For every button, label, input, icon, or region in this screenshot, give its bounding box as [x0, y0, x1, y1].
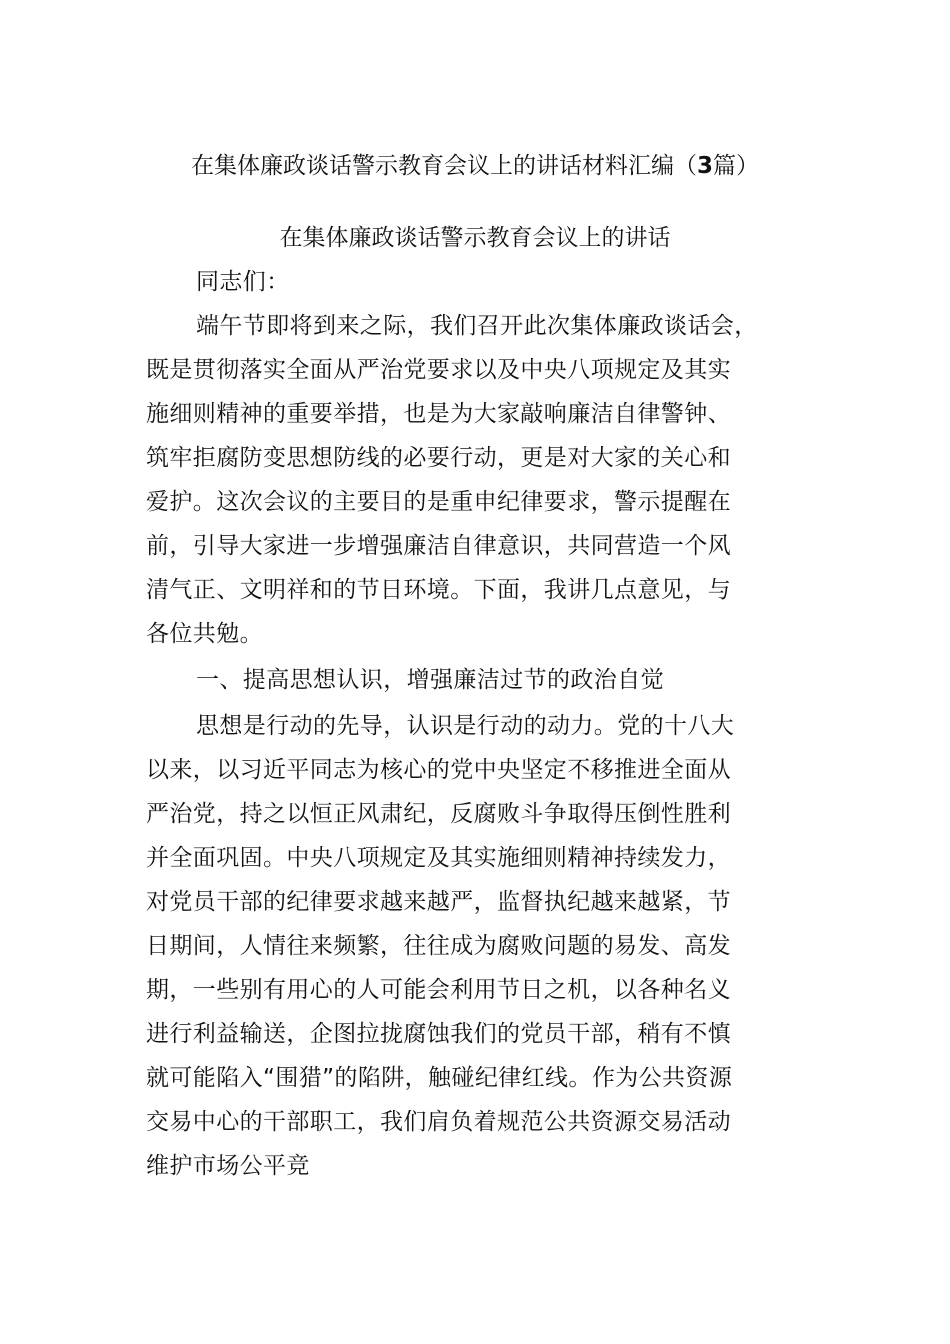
paragraph-line: 维护市场公平竞	[146, 1153, 310, 1179]
paragraph-line: 并全面巩固。中央八项规定及其实施细则精神持续发力，	[146, 845, 731, 871]
document-title	[0, 146, 950, 186]
paragraph-line: 进行利益输送，企图拉拢腐蚀我们的党员干部，稍有不慎	[146, 1021, 731, 1047]
paragraph-line: 既是贯彻落实全面从严治党要求以及中央八项规定及其实	[146, 357, 731, 383]
paragraph-line: 日期间，人情往来频繁，往往成为腐败问题的易发、高发	[146, 933, 731, 959]
paragraph-line: 期，一些别有用心的人可能会利用节日之机，以各种名义	[146, 977, 731, 1003]
paragraph-line: 爱护。这次会议的主要目的是重申纪律要求，警示提醒在	[146, 489, 731, 515]
paragraph-line: 端午节即将到来之际，我们召开此次集体廉政谈话会，	[196, 313, 758, 339]
paragraph-line: 各位共勉。	[146, 621, 263, 647]
paragraph-line: 筑牢拒腐防变思想防线的必要行动，更是对大家的关心和	[146, 445, 731, 471]
document-title-tail: 篇）	[713, 153, 759, 179]
paragraph-line: 交易中心的干部职工，我们肩负着规范公共资源交易活动	[146, 1109, 731, 1135]
paragraph-line: 严治党，持之以恒正风肃纪，反腐败斗争取得压倒性胜利	[146, 801, 731, 827]
paragraph-line: 以来，以习近平同志为核心的党中央坚定不移推进全面从	[146, 757, 731, 783]
paragraph-line: 前，引导大家进一步增强廉洁自律意识，共同营造一个风	[146, 533, 731, 559]
document-title-count: 3	[696, 153, 713, 179]
paragraph-line: 就可能陷入“围猎”的陷阱，触碰纪律红线。作为公共资源	[146, 1065, 733, 1091]
speech-title: 在集体廉政谈话警示教育会议上的讲话	[279, 225, 671, 251]
paragraph-line: 对党员干部的纪律要求越来越严，监督执纪越来越紧，节	[146, 889, 731, 915]
paragraph-line: 清气正、文明祥和的节日环境。下面，我讲几点意见，与	[146, 577, 731, 603]
document-title-main: 在集体廉政谈话警示教育会议上的讲话材料汇编（	[190, 153, 697, 179]
section-heading: 一、提高思想认识，增强廉洁过节的政治自觉	[196, 667, 664, 693]
salutation: 同志们：	[196, 269, 290, 295]
paragraph-line: 思想是行动的先导，认识是行动的动力。党的十八大	[196, 713, 735, 739]
paragraph-line: 施细则精神的重要举措，也是为大家敲响廉洁自律警钟、	[146, 401, 731, 427]
